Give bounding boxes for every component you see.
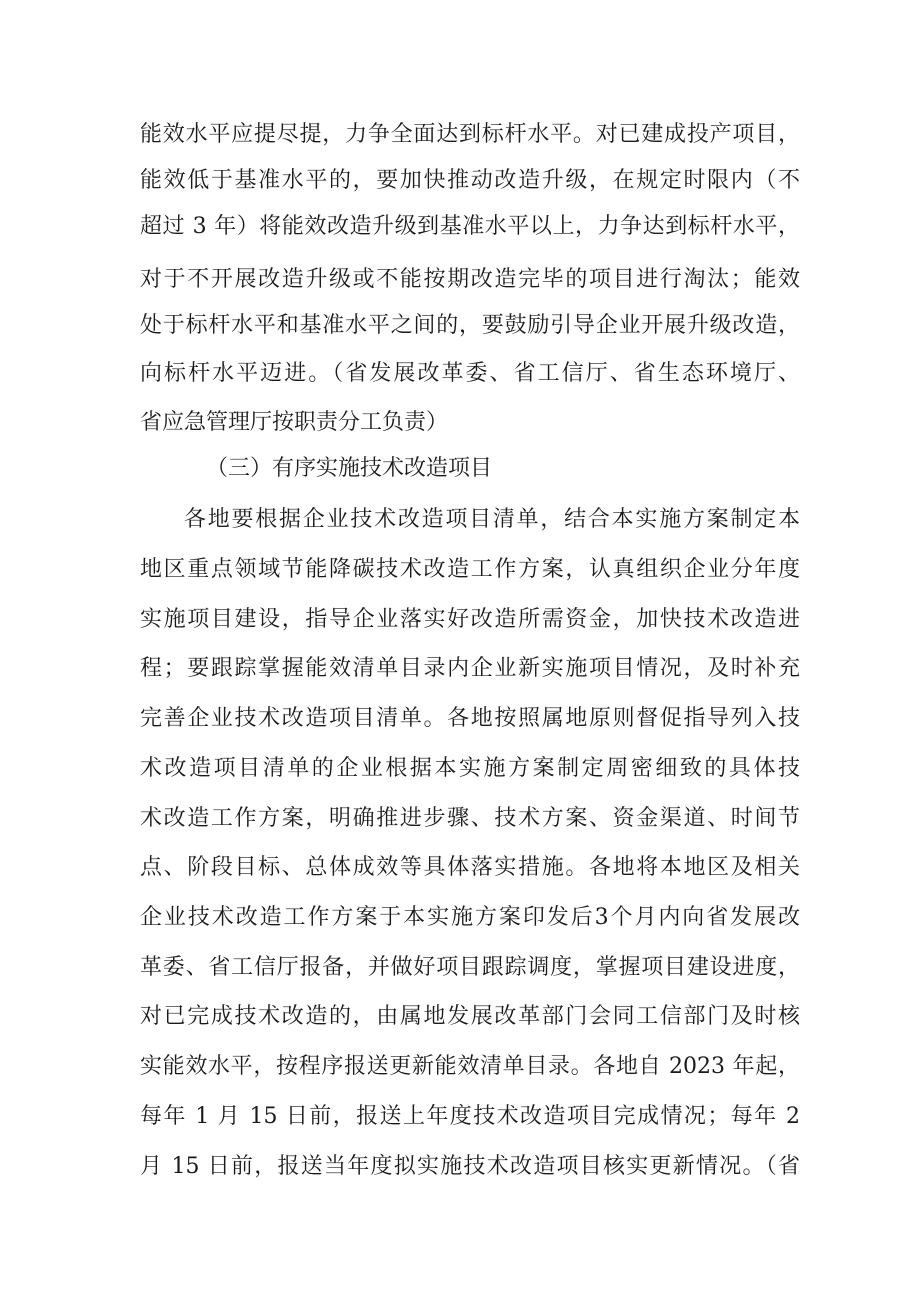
paragraph-line: 省应急管理厅按职责分工负责） (140, 410, 449, 435)
paragraph-line: 企业技术改造工作方案于本实施方案印发后3个月内向省发展改 (140, 905, 800, 930)
paragraph-line: 地区重点领域节能降碳技术改造工作方案，认真组织企业分年度 (140, 557, 800, 582)
section-heading: （三）有序实施技术改造项目 (206, 456, 493, 481)
paragraph-line: 革委、省工信厅报备，并做好项目跟踪调度，掌握项目建设进度， (140, 955, 800, 980)
paragraph-line: 实能效水平，按程序报送更新能效清单目录。各地自 2023 年起， (140, 1054, 800, 1079)
paragraph-line: 每年 1 月 15 日前，报送上年度技术改造项目完成情况；每年 2 (140, 1104, 800, 1129)
paragraph-line: 程；要跟踪掌握能效清单目录内企业新实施项目情况，及时补充 (140, 656, 800, 681)
paragraph-line: 实施项目建设，指导企业落实好改造所需资金，加快技术改造进 (140, 607, 800, 632)
paragraph-line: 点、阶段目标、总体成效等具体落实措施。各地将本地区及相关 (140, 855, 800, 880)
paragraph-line: 月 15 日前，报送当年度拟实施技术改造项目核实更新情况。（省 (140, 1154, 800, 1179)
paragraph-line: 处于标杆水平和基准水平之间的，要鼓励引导企业开展升级改造， (140, 313, 800, 338)
paragraph-line: 对于不开展改造升级或不能按期改造完毕的项目进行淘汰；能效 (140, 267, 800, 292)
paragraph-line: 各地要根据企业技术改造项目清单，结合本实施方案制定本 (184, 507, 800, 532)
paragraph-line: 能效低于基准水平的，要加快推动改造升级，在规定时限内（不 (140, 168, 800, 193)
paragraph-line: 对已完成技术改造的，由属地发展改革部门会同工信部门及时核 (140, 1004, 800, 1029)
paragraph-line: 术改造工作方案，明确推进步骤、技术方案、资金渠道、时间节 (140, 806, 800, 831)
paragraph-line: 超过 3 年）将能效改造升级到基准水平以上，力争达到标杆水平， (140, 214, 800, 239)
paragraph-line: 术改造项目清单的企业根据本实施方案制定周密细致的具体技 (140, 756, 800, 781)
paragraph-line: 完善企业技术改造项目清单。各地按照属地原则督促指导列入技 (140, 706, 800, 731)
paragraph-line: 向标杆水平迈进。（省发展改革委、省工信厅、省生态环境厅、 (140, 361, 800, 386)
paragraph-line: 能效水平应提尽提，力争全面达到标杆水平。对已建成投产项目， (140, 122, 800, 147)
